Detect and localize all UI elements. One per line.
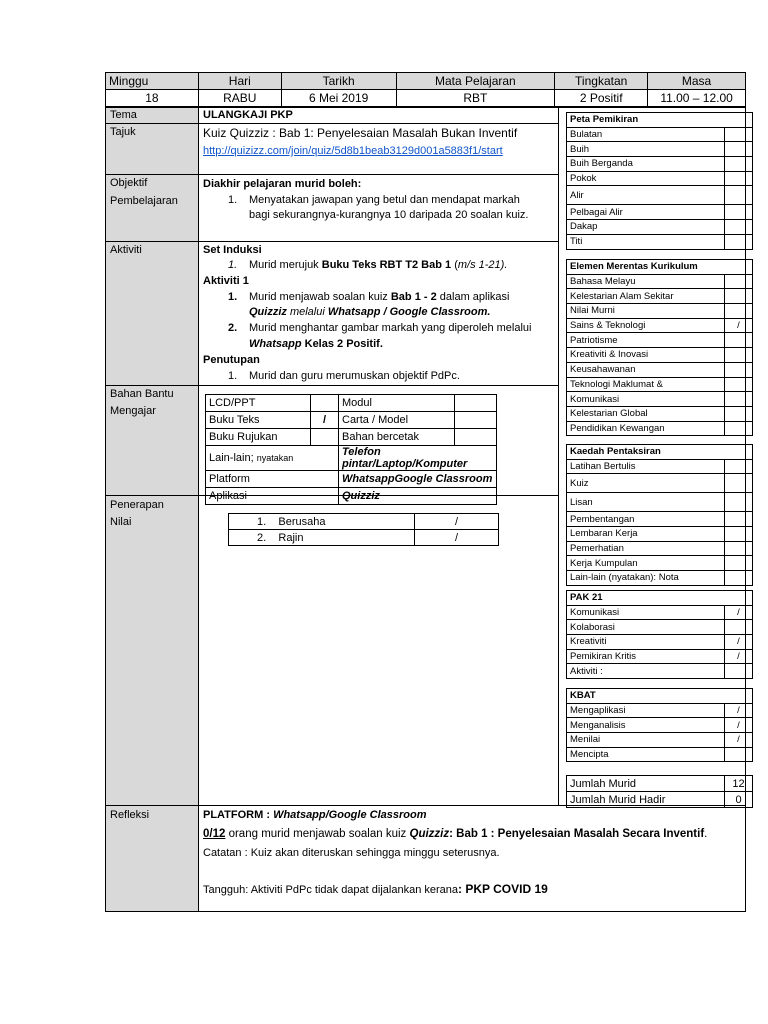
p-num: 1. (228, 370, 238, 382)
peta-item-mark (725, 142, 753, 157)
label-tema: Tema (110, 109, 137, 121)
list-item (567, 186, 753, 205)
jumlah-row (567, 792, 753, 808)
bahan-modul: Modul (339, 395, 455, 412)
set-induksi-text: Murid merujuk Buku Teks RBT T2 Bab 1 (m/s 1-21). (249, 259, 508, 271)
emk-item-mark (725, 392, 753, 407)
kbat-item-label: Mencipta (567, 747, 725, 762)
kaedah-item-mark (725, 474, 753, 493)
value-tingkatan: 2 Positif (555, 90, 648, 107)
list-item (567, 620, 753, 635)
bahan-platform-value: WhatsappGoogle Classroom (339, 471, 497, 488)
emk-item-label: Patriotisme (567, 333, 725, 348)
kbat-item-mark: / (725, 703, 753, 718)
header-tarikh: Tarikh (281, 73, 396, 90)
aktiviti1-step2-line1: Murid menghantar gambar markah yang diperoleh melalui (249, 322, 532, 334)
kaedah-item-mark (725, 556, 753, 571)
pak-item-label: Pemikiran Kritis (567, 649, 725, 664)
emk-item-label: Kreativiti & Inovasi (567, 348, 725, 363)
peta-item-label: Buih Berganda (567, 157, 725, 172)
list-item (567, 289, 753, 304)
emk-item-label: Komunikasi (567, 392, 725, 407)
penutupan-heading: Penutupan (203, 354, 260, 366)
kaedah-item-label: Lain-lain (nyatakan): Nota (567, 571, 725, 586)
peta-pemikiran-table (566, 112, 753, 250)
peta-item-label: Buih (567, 142, 725, 157)
peta-title: Peta Pemikiran (567, 113, 753, 128)
aktiviti1-step2-line2: Whatsapp Kelas 2 Positif. (249, 338, 383, 350)
label-penerapan: Penerapan (110, 499, 164, 511)
bahan-lcd: LCD/PPT (206, 395, 311, 412)
kbat-item-label: Menilai (567, 733, 725, 748)
bahan-carta: Carta / Model (339, 412, 455, 429)
pak-title: PAK 21 (567, 591, 753, 606)
list-item (567, 362, 753, 377)
kaedah-item-mark (725, 527, 753, 542)
jumlah-label: Jumlah Murid Hadir (567, 792, 725, 808)
value-tarikh: 6 Mei 2019 (281, 90, 396, 107)
bahan-carta-mark (455, 412, 497, 429)
value-minggu: 18 (106, 90, 199, 107)
list-item (567, 527, 753, 542)
list-item (567, 220, 753, 235)
bahan-bercetak: Bahan bercetak (339, 429, 455, 446)
pak-item-label: Kreativiti (567, 635, 725, 650)
kbat-title: KBAT (567, 689, 753, 704)
jumlah-value: 0 (725, 792, 753, 808)
emk-item-mark (725, 406, 753, 421)
bahan-lcd-mark (311, 395, 339, 412)
emk-item-mark (725, 274, 753, 289)
nilai-item-2: 2. Rajin (229, 530, 415, 546)
emk-table (566, 259, 753, 436)
list-item (567, 703, 753, 718)
list-item (567, 541, 753, 556)
header-minggu: Minggu (106, 73, 199, 90)
pak-item-mark: / (725, 635, 753, 650)
list-item (567, 605, 753, 620)
kbat-item-mark (725, 747, 753, 762)
kaedah-item-label: Kerja Kumpulan (567, 556, 725, 571)
penutupan-text: Murid dan guru merumuskan objektif PdPc. (249, 370, 460, 382)
nilai-table (228, 513, 499, 546)
pak-item-label: Aktiviti : (567, 664, 725, 679)
pak-item-mark (725, 620, 753, 635)
emk-item-mark (725, 362, 753, 377)
emk-item-label: Pendidikan Kewangan (567, 421, 725, 436)
list-item (567, 171, 753, 186)
kbat-table (566, 688, 753, 762)
list-item (567, 127, 753, 142)
kbat-item-label: Mengaplikasi (567, 703, 725, 718)
jumlah-row (567, 776, 753, 792)
list-item (567, 733, 753, 748)
value-masa: 11.00 – 12.00 (648, 90, 746, 107)
kbat-item-mark: / (725, 733, 753, 748)
pak21-table (566, 590, 753, 679)
objektif-num: 1. (228, 194, 238, 206)
emk-item-mark: / (725, 318, 753, 333)
kaedah-item-label: Pemerhatian (567, 541, 725, 556)
list-item (567, 318, 753, 333)
emk-item-label: Sains & Teknologi (567, 318, 725, 333)
label-refleksi: Refleksi (110, 809, 150, 821)
set-induksi-heading: Set Induksi (203, 244, 262, 256)
a2-num: 2. (228, 322, 238, 334)
list-item (567, 474, 753, 493)
kbat-item-label: Menganalisis (567, 718, 725, 733)
label-tajuk: Tajuk (110, 126, 136, 138)
list-item (567, 421, 753, 436)
list-item (567, 512, 753, 527)
emk-item-mark (725, 421, 753, 436)
header-mata-pelajaran: Mata Pelajaran (396, 73, 555, 90)
list-item (567, 649, 753, 664)
objektif-line1: Menyatakan jawapan yang betul dan mendapat markah (249, 194, 520, 206)
emk-title: Elemen Merentas Kurikulum (567, 260, 753, 275)
list-item (567, 234, 753, 249)
kaedah-item-label: Kuiz (567, 474, 725, 493)
list-item (567, 157, 753, 172)
nilai-item-1: 1. Berusaha (229, 514, 415, 530)
peta-item-mark (725, 186, 753, 205)
kaedah-item-mark (725, 571, 753, 586)
peta-item-label: Pelbagai Alir (567, 205, 725, 220)
emk-item-mark (725, 333, 753, 348)
emk-item-mark (725, 304, 753, 319)
jumlah-value: 12 (725, 776, 753, 792)
peta-item-mark (725, 127, 753, 142)
label-pembelajaran: Pembelajaran (110, 195, 178, 207)
emk-item-label: Teknologi Maklumat & (567, 377, 725, 392)
header-table (105, 72, 746, 107)
peta-item-label: Dakap (567, 220, 725, 235)
list-item (567, 377, 753, 392)
bahan-modul-mark (455, 395, 497, 412)
aktiviti1-step1-line2: Quizziz melalui Whatsapp / Google Classroom. (249, 306, 491, 318)
list-item (567, 664, 753, 679)
bahan-lain-label: Lain-lain; nyatakan (206, 446, 339, 471)
kaedah-item-mark (725, 459, 753, 474)
list-item (567, 392, 753, 407)
list-item (567, 142, 753, 157)
list-item (567, 205, 753, 220)
list-item (567, 571, 753, 586)
emk-item-label: Nilai Murni (567, 304, 725, 319)
pak-item-mark (725, 664, 753, 679)
quiz-link[interactable]: http://quizizz.com/join/quiz/5d8b1beab3129d001a5883f1/start (203, 145, 503, 157)
bahan-buku-rujukan: Buku Rujukan (206, 429, 311, 446)
bahan-buku-teks-mark: / (311, 412, 339, 429)
peta-item-mark (725, 234, 753, 249)
emk-item-label: Kelestarian Alam Sekitar (567, 289, 725, 304)
bahan-buku-teks: Buku Teks (206, 412, 311, 429)
peta-item-label: Alir (567, 186, 725, 205)
label-aktiviti: Aktiviti (110, 244, 142, 256)
pak-item-label: Komunikasi (567, 605, 725, 620)
peta-item-mark (725, 157, 753, 172)
jumlah-label: Jumlah Murid (567, 776, 725, 792)
tema-value: ULANGKAJI PKP (203, 109, 293, 121)
nilai-mark-1: / (415, 514, 499, 530)
nilai-mark-2: / (415, 530, 499, 546)
peta-item-mark (725, 205, 753, 220)
peta-item-mark (725, 220, 753, 235)
peta-item-label: Bulatan (567, 127, 725, 142)
value-mata-pelajaran: RBT (396, 90, 555, 107)
bahan-aplikasi-value: Quizziz (339, 488, 497, 505)
emk-item-mark (725, 348, 753, 363)
header-tingkatan: Tingkatan (555, 73, 648, 90)
jumlah-table (566, 775, 753, 808)
objektif-line2: bagi sekurangnya-kurangnya 10 daripada 20 soalan kuiz. (249, 209, 529, 221)
kaedah-item-label: Lembaran Kerja (567, 527, 725, 542)
kaedah-title: Kaedah Pentaksiran (567, 445, 753, 460)
list-item (567, 348, 753, 363)
kaedah-item-mark (725, 493, 753, 512)
emk-item-label: Keusahawanan (567, 362, 725, 377)
refleksi-result: 0/12 orang murid menjawab soalan kuiz Quizziz: Bab 1 : Penyelesaian Masalah Secara Inventif. (203, 828, 708, 840)
list-item (567, 406, 753, 421)
list-item (567, 459, 753, 474)
objektif-intro: Diakhir pelajaran murid boleh: (203, 178, 362, 190)
bahan-bercetak-mark (455, 429, 497, 446)
kaedah-item-mark (725, 541, 753, 556)
list-item (567, 635, 753, 650)
list-item (567, 556, 753, 571)
label-objektif: Objektif (110, 177, 148, 189)
kaedah-pentaksiran-table (566, 444, 753, 586)
list-item (567, 718, 753, 733)
bahan-buku-rujukan-mark (311, 429, 339, 446)
emk-item-mark (725, 289, 753, 304)
value-hari: RABU (198, 90, 281, 107)
list-item (567, 304, 753, 319)
emk-item-mark (725, 377, 753, 392)
si-num: 1. (228, 259, 238, 271)
refleksi-catatan: Catatan : Kuiz akan diteruskan sehingga minggu seterusnya. (203, 847, 500, 859)
aktiviti1-heading: Aktiviti 1 (203, 275, 249, 287)
kbat-item-mark: / (725, 718, 753, 733)
peta-item-mark (725, 171, 753, 186)
list-item (567, 493, 753, 512)
a1-num: 1. (228, 291, 238, 303)
kaedah-item-label: Pembentangan (567, 512, 725, 527)
kaedah-item-mark (725, 512, 753, 527)
bahan-table (205, 394, 497, 505)
aktiviti1-step1-line1: Murid menjawab soalan kuiz Bab 1 - 2 dalam aplikasi (249, 291, 510, 303)
peta-item-label: Pokok (567, 171, 725, 186)
list-item (567, 333, 753, 348)
tajuk-title: Kuiz Quizziz : Bab 1: Penyelesaian Masalah Bukan Inventif (203, 126, 518, 140)
label-bahan-bantu: Bahan Bantu (110, 388, 174, 400)
label-mengajar: Mengajar (110, 405, 156, 417)
header-masa: Masa (648, 73, 746, 90)
list-item (567, 747, 753, 762)
pak-item-mark: / (725, 649, 753, 664)
pak-item-mark: / (725, 605, 753, 620)
bahan-platform-label: Platform (206, 471, 311, 488)
label-nilai: Nilai (110, 516, 132, 528)
kaedah-item-label: Lisan (567, 493, 725, 512)
refleksi-tangguh: Tangguh: Aktiviti PdPc tidak dapat dijalankan kerana: PKP COVID 19 (203, 882, 548, 896)
emk-item-label: Kelestarian Global (567, 406, 725, 421)
refleksi-platform: PLATFORM : Whatsapp/Google Classroom (203, 809, 427, 821)
list-item (567, 274, 753, 289)
pak-item-label: Kolaborasi (567, 620, 725, 635)
emk-item-label: Bahasa Melayu (567, 274, 725, 289)
header-hari: Hari (198, 73, 281, 90)
kaedah-item-label: Latihan Bertulis (567, 459, 725, 474)
bahan-lain-value: Telefon pintar/Laptop/Komputer (339, 446, 497, 471)
bahan-aplikasi-label: Aplikasi (206, 488, 311, 505)
peta-item-label: Titi (567, 234, 725, 249)
